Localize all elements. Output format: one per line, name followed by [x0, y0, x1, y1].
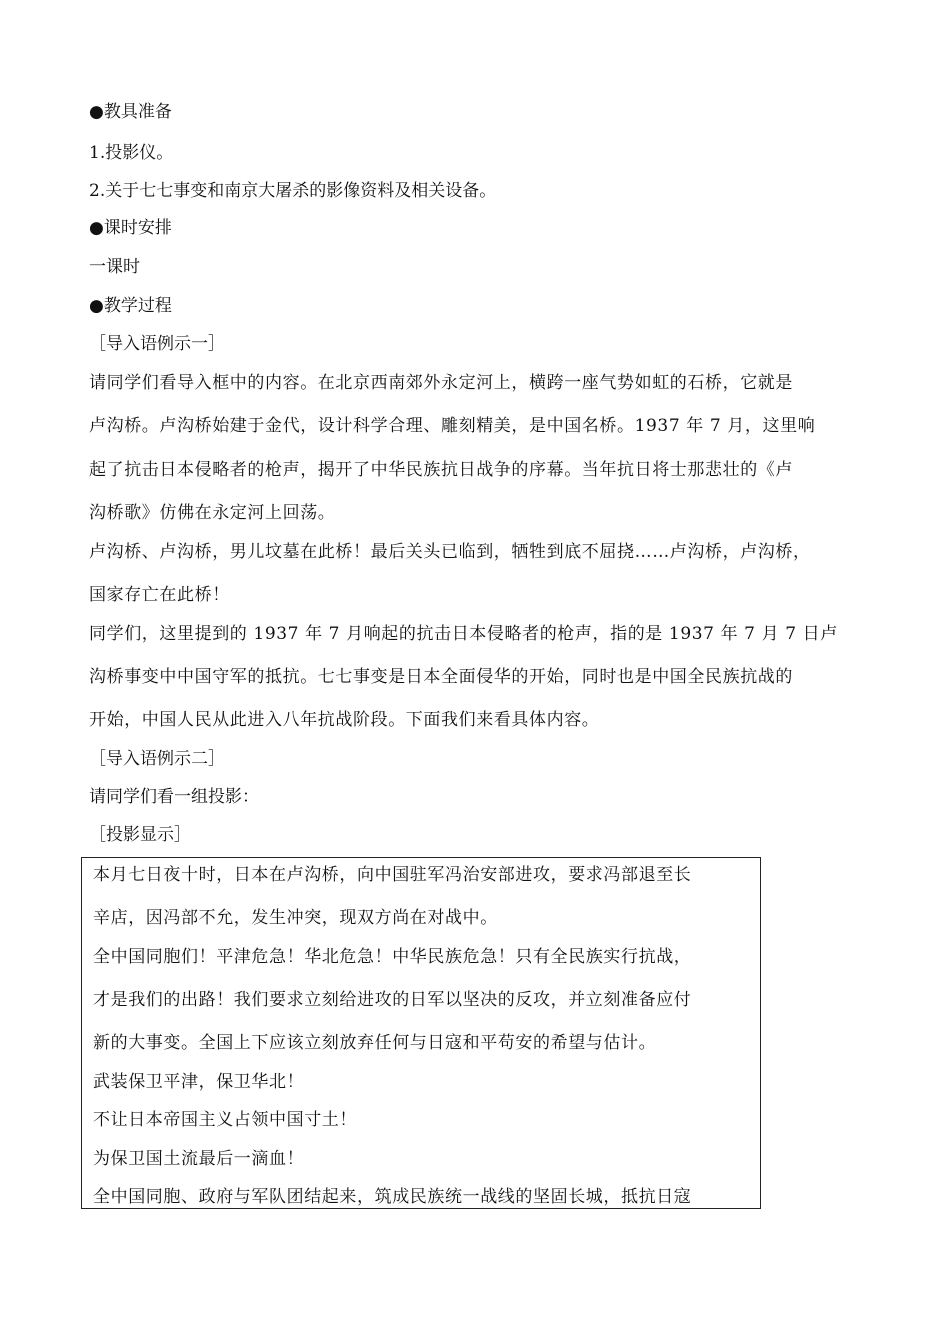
tools-item-2: 2.关于七七事变和南京大屠杀的影像资料及相关设备。	[89, 181, 497, 201]
projection-box	[81, 857, 761, 1209]
projection-line: 不让日本帝国主义占领中国寸土！	[93, 1110, 357, 1130]
paragraph-line: 卢沟桥。卢沟桥始建于金代，设计科学合理、雕刻精美，是中国名桥。1937 年 7 月，这里响	[89, 416, 816, 436]
projection-line: 全中国同胞、政府与军队团结起来，筑成民族统一战线的坚固长城，抵抗日寇	[93, 1187, 692, 1207]
paragraph-line: 沟桥事变中中国守军的抵抗。七七事变是日本全面侵华的开始，同时也是中国全民族抗战的	[89, 667, 793, 687]
paragraph-line: 起了抗击日本侵略者的枪声，揭开了中华民族抗日战争的序幕。当年抗日将士那悲壮的《卢	[89, 460, 793, 480]
paragraph-line: 卢沟桥、卢沟桥，男儿坟墓在此桥！最后关头已临到，牺牲到底不屈挠……卢沟桥，卢沟桥，	[89, 542, 811, 562]
intro-2-label: ［导入语例示二］	[89, 749, 225, 769]
projection-line: 本月七日夜十时，日本在卢沟桥，向中国驻军冯治安部进攻，要求冯部退至长	[93, 865, 692, 885]
projection-line: 全中国同胞们！平津危急！华北危急！中华民族危急！只有全民族实行抗战，	[93, 947, 692, 967]
intro-1-label: ［导入语例示一］	[89, 334, 225, 354]
paragraph-line: 国家存亡在此桥！	[89, 585, 230, 605]
projection-label: ［投影显示］	[89, 825, 191, 845]
paragraph-line: 同学们，这里提到的 1937 年 7 月响起的抗击日本侵略者的枪声，指的是 1937 年 7 月 7 日卢	[89, 624, 838, 644]
projection-line: 为保卫国土流最后一滴血！	[93, 1149, 305, 1169]
projection-line: 才是我们的出路！我们要求立刻给进攻的日军以坚决的反攻，并立刻准备应付	[93, 990, 692, 1010]
projection-line: 武装保卫平津，保卫华北！	[93, 1072, 305, 1092]
intro-2-text: 请同学们看一组投影：	[89, 787, 259, 807]
schedule-heading: ●课时安排	[89, 218, 172, 238]
tools-item-1: 1.投影仪。	[89, 143, 174, 163]
schedule-value: 一课时	[89, 257, 140, 277]
paragraph-line: 沟桥歌》仿佛在永定河上回荡。	[89, 503, 336, 523]
paragraph-line: 请同学们看导入框中的内容。在北京西南郊外永定河上，横跨一座气势如虹的石桥，它就是	[89, 373, 793, 393]
projection-line: 新的大事变。全国上下应该立刻放弃任何与日寇和平苟安的希望与估计。	[93, 1033, 657, 1053]
tools-heading: ●教具准备	[89, 102, 172, 122]
projection-line: 辛店，因冯部不允，发生冲突，现双方尚在对战中。	[93, 908, 498, 928]
process-heading: ●教学过程	[89, 296, 172, 316]
paragraph-line: 开始，中国人民从此进入八年抗战阶段。下面我们来看具体内容。	[89, 710, 600, 730]
